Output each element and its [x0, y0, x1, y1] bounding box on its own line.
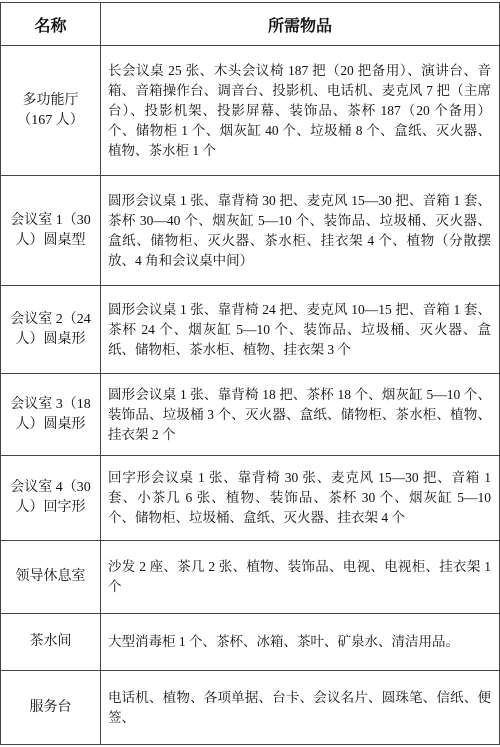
table-row [1, 671, 500, 745]
table-row [1, 286, 500, 374]
table-row [1, 541, 500, 614]
row-name: 多功能厅（167 人） [1, 46, 101, 176]
row-name: 会议室 4（30 人）回字形 [1, 456, 101, 541]
row-items: 电话机、植物、各项单据、台卡、会议名片、圆珠笔、信纸、便签、 [101, 671, 500, 745]
table-row [1, 614, 500, 671]
table-header-row [1, 3, 500, 46]
row-items: 沙发 2 座、茶几 2 张、植物、装饰品、电视、电视柜、挂衣架 1 个 [101, 541, 500, 614]
table-row [1, 374, 500, 456]
row-name: 会议室 2（24 人）圆桌形 [1, 286, 101, 374]
row-items: 长会议桌 25 张、木头会议椅 187 把（20 把备用）、演讲台、音箱、音箱操作台、调音台、投影机、电话机、麦克风 7 把（主席台）、投影机架、投影屏幕、装饰品、茶杯 187（20 个备用）个、储物柜 1 个、烟灰缸 40 个、垃圾桶 8 个、盒纸、灭火器、植物、茶水柜 1 个 [101, 46, 500, 176]
row-items: 圆形会议桌 1 张、靠背椅 18 把、茶杯 18 个、烟灰缸 5—10 个、装饰品、垃圾桶 3 个、灭火器、盒纸、储物柜、茶水柜、植物、挂衣架 2 个 [101, 374, 500, 456]
row-name: 会议室 1（30 人）圆桌型 [1, 176, 101, 286]
row-items: 回字形会议桌 1 张、靠背椅 30 张、麦克风 15—30 把、音箱 1 套、小茶几 6 张、植物、装饰品、茶杯 30 个、烟灰缸 5—10 个、储物柜、垃圾桶、盒纸、灭火器、挂衣架 4 个 [101, 456, 500, 541]
row-name: 领导休息室 [1, 541, 101, 614]
row-name: 茶水间 [1, 614, 101, 671]
row-name: 会议室 3（18 人）圆桌形 [1, 374, 101, 456]
room-items-table [0, 2, 500, 745]
row-items: 圆形会议桌 1 张、靠背椅 30 把、麦克风 15—30 把、音箱 1 套、茶杯 30—40 个、烟灰缸 5—10 个、装饰品、垃圾桶、灭火器、盒纸、储物柜、灭火器、茶水柜、挂衣架 4 个、植物（分散摆放、4 角和会议桌中间） [101, 176, 500, 286]
row-items: 大型消毒柜 1 个、茶杯、冰箱、茶叶、矿泉水、清洁用品。 [101, 614, 500, 671]
header-name: 名称 [1, 3, 101, 46]
row-name: 服务台 [1, 671, 101, 745]
table-row [1, 456, 500, 541]
table-row [1, 176, 500, 286]
row-items: 圆形会议桌 1 张、靠背椅 24 把、麦克风 10—15 把、音箱 1 套、茶杯 24 个、烟灰缸 5—10 个、装饰品、垃圾桶、灭火器、盒纸、储物柜、茶水柜、植物、挂衣架 3 个 [101, 286, 500, 374]
header-items: 所需物品 [101, 3, 500, 46]
table-row [1, 46, 500, 176]
